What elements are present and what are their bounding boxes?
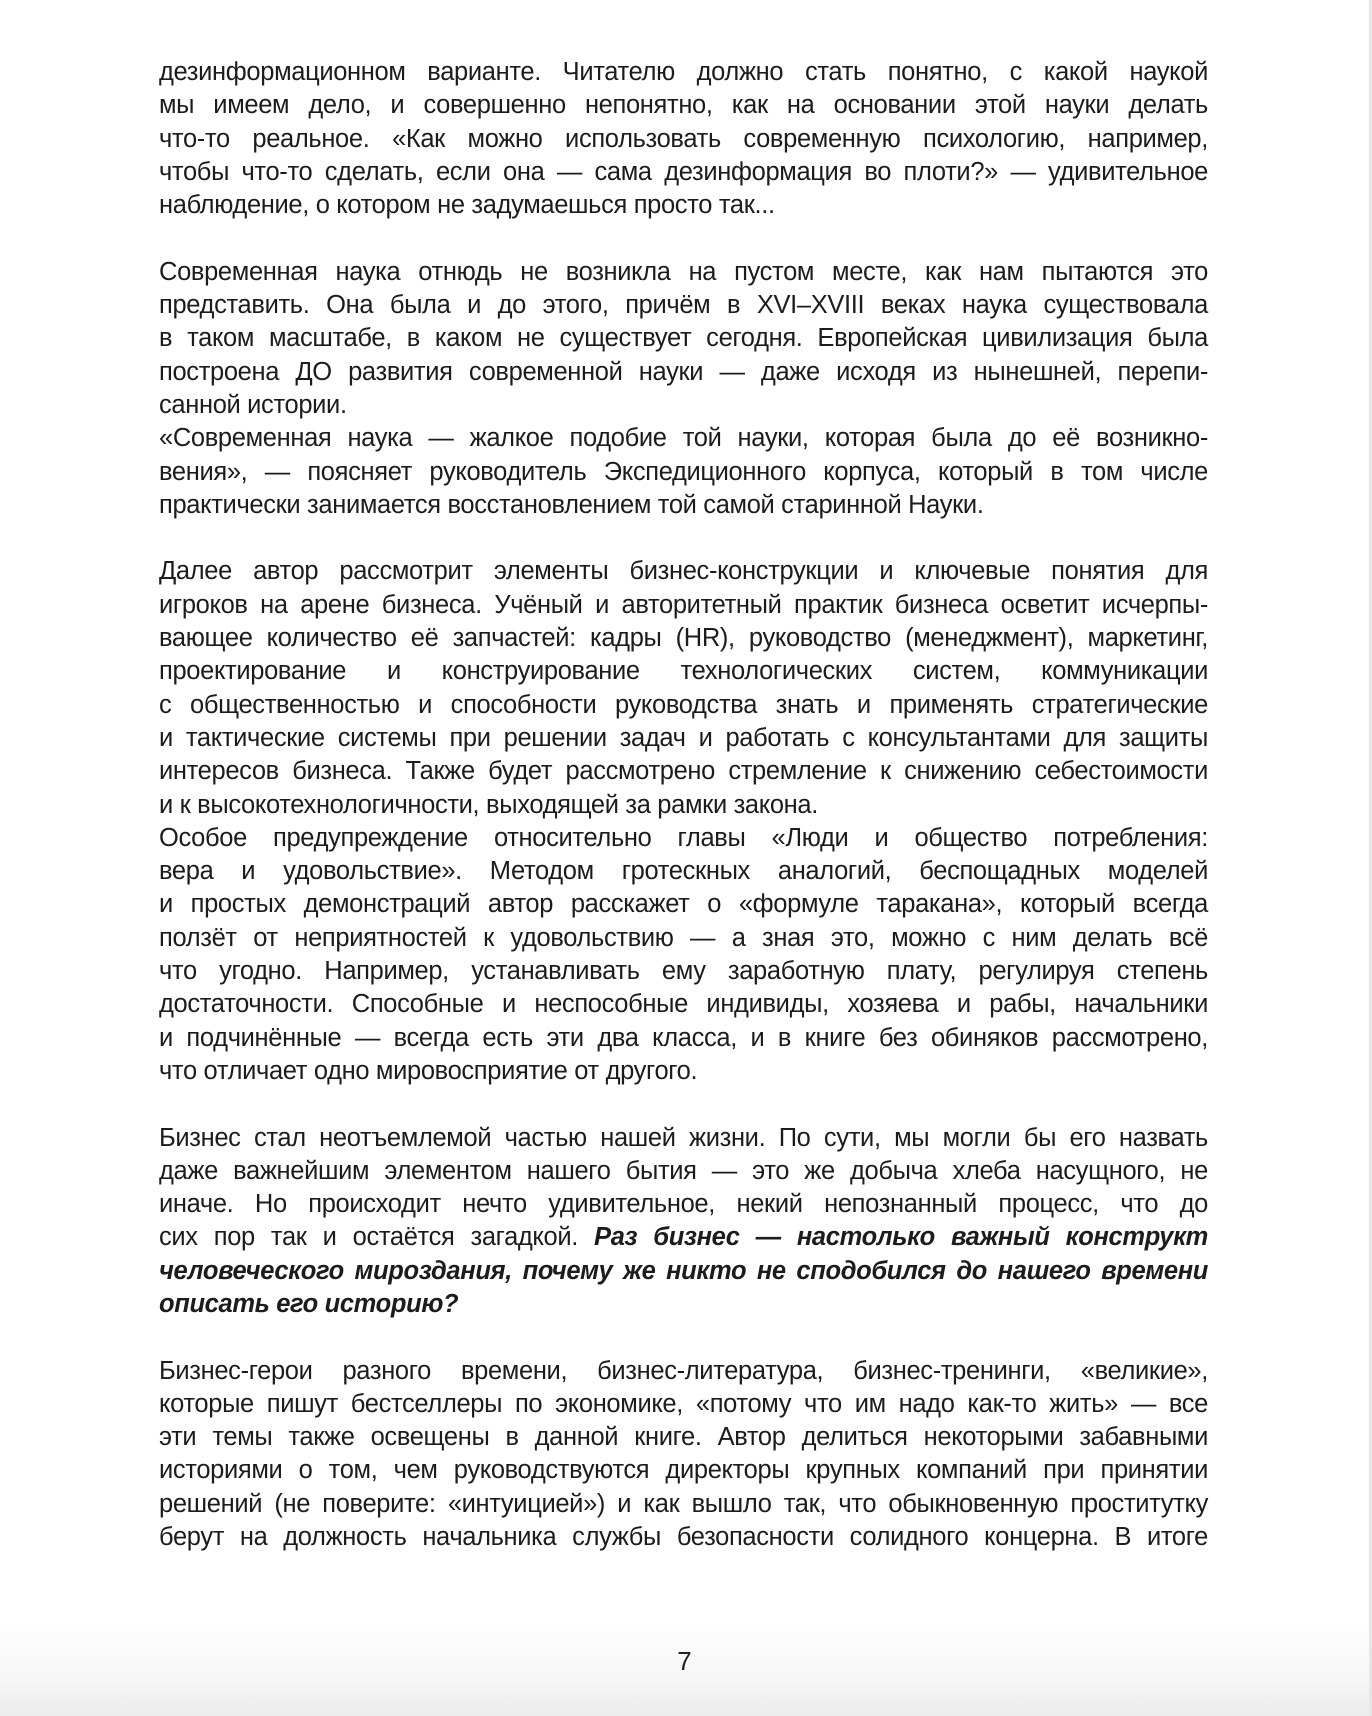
text-line: вера и удовольствие». Методом гротескных аналогий, беспощадных моделей	[159, 857, 1208, 886]
text-line: с общественностью и способности руководства знать и применять стратегические	[159, 690, 1208, 719]
paragraph-4	[159, 1122, 1208, 1322]
text-line: санной истории.	[159, 390, 347, 419]
plain-text: сих пор так и остаётся загадкой.	[159, 1223, 595, 1252]
text-line: интересов бизнеса. Также будет рассмотрено стремление к снижению себестоимости	[159, 757, 1208, 786]
text-line: даже важнейшим элементом нашего бытия — это же добыча хлеба насущного, не	[159, 1156, 1208, 1185]
text-line: построена ДО развития современной науки — даже исходя из нынешней, перепи-	[159, 357, 1208, 386]
paragraph-3	[159, 555, 1208, 1088]
text-line: наблюдение, о котором не задумаешься просто так...	[159, 191, 775, 220]
text-line: чтобы что-то сделать, если она — сама дезинформация во плоти?» — удивительное	[159, 157, 1208, 186]
text-line-mixed	[159, 1221, 1208, 1254]
paragraph-gap	[159, 1321, 1208, 1354]
text-line: Особое предупреждение относительно главы «Люди и общество потребления:	[159, 823, 1208, 852]
text-line: вения», — поясняет руководитель Экспедиционного корпуса, который в том числе	[159, 457, 1208, 486]
text-line: которые пишут бестселлеры по экономике, «потому что им надо как-то жить» — все	[159, 1389, 1208, 1418]
text-line: историями о том, чем руководствуются директоры крупных компаний при принятии	[159, 1456, 1208, 1485]
text-line: решений (не поверите: «интуицией») и как вышло так, что обыкновенную проститутку	[159, 1489, 1208, 1518]
text-line: и простых демонстраций автор расскажет о «формуле таракана», который всегда	[159, 890, 1208, 919]
text-line: мы имеем дело, и совершенно непонятно, как на основании этой науки делать	[159, 91, 1208, 120]
text-line: иначе. Но происходит нечто удивительное, некий непознанный процесс, что до	[159, 1190, 1208, 1219]
emphasis-text: Раз бизнес — настолько важный конструкт	[594, 1223, 1208, 1252]
text-line: и тактические системы при решении задач и работать с консультантами для защиты	[159, 723, 1208, 752]
text-line: в таком масштабе, в каком не существует сегодня. Европейская цивилизация была	[159, 324, 1208, 353]
paragraph-gap	[159, 1088, 1208, 1121]
text-line: вающее количество её запчастей: кадры (HR), руководство (менеджмент), маркетинг,	[159, 624, 1208, 653]
text-line: Бизнес стал неотъемлемой частью нашей жизни. По сути, мы могли бы его назвать	[159, 1123, 1208, 1152]
paragraph-2	[159, 256, 1208, 522]
paragraph-1	[159, 56, 1208, 222]
text-line: что отличает одно мировосприятие от другого.	[159, 1056, 698, 1085]
text-line: дезинформационном варианте. Читателю должно стать понятно, с какой наукой	[159, 58, 1208, 86]
text-line: ползёт от неприятностей к удовольствию — а зная это, можно с ним делать всё	[159, 923, 1208, 952]
text-line: эти темы также освещены в данной книге. Автор делиться некоторыми забавными	[159, 1423, 1208, 1452]
paragraph-5	[159, 1355, 1208, 1555]
text-line: достаточности. Способные и неспособные индивиды, хозяева и рабы, начальники	[159, 990, 1208, 1019]
text-line: что угодно. Например, устанавливать ему заработную плату, регулируя степень	[159, 957, 1208, 986]
text-line: практически занимается восстановлением той самой старинной Науки.	[159, 490, 984, 519]
text-line: Бизнес-герои разного времени, бизнес-литература, бизнес-тренинги, «великие»,	[159, 1356, 1208, 1385]
text-line: Современная наука отнюдь не возникла на пустом месте, как нам пытаются это	[159, 257, 1208, 286]
emphasis-line: человеческого мироздания, почему же никто не сподобился до нашего времени	[159, 1256, 1208, 1285]
text-line: представить. Она была и до этого, причём в XVI–XVIII веках наука существовала	[159, 291, 1208, 320]
text-line: берут на должность начальника службы безопасности солидного концерна. В итоге	[159, 1523, 1208, 1552]
paragraph-gap	[159, 222, 1208, 255]
text-line: и подчинённые — всегда есть эти два класса, и в книге без обиняков рассмотрено,	[159, 1023, 1208, 1052]
text-line: проектирование и конструирование технологических систем, коммуникации	[159, 657, 1208, 686]
text-line: и к высокотехнологичности, выходящей за рамки закона.	[159, 790, 818, 819]
page-number: 7	[677, 1646, 692, 1676]
text-line: что-то реальное. «Как можно использовать современную психологию, например,	[159, 124, 1208, 153]
text-line: «Современная наука — жалкое подобие той науки, которая была до её возникно-	[159, 424, 1208, 453]
paragraph-gap	[159, 522, 1208, 555]
body-text	[159, 56, 1208, 1554]
text-line: игроков на арене бизнеса. Учёный и авторитетный практик бизнеса осветит исчерпы-	[159, 590, 1208, 619]
text-line: Далее автор рассмотрит элементы бизнес-конструкции и ключевые понятия для	[159, 557, 1208, 586]
emphasis-line: описать его историю?	[159, 1289, 459, 1318]
